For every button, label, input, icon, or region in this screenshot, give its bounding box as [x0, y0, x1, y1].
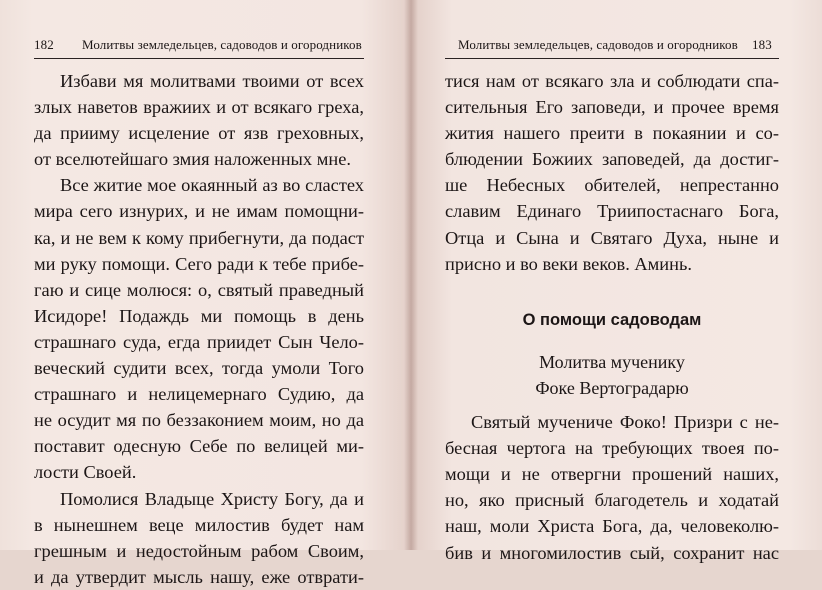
right-header-rule — [445, 58, 779, 59]
text-line: страшнаго и нелицемернаго Судию, да — [34, 384, 364, 405]
text-line: наш, моли Христа Бога, да, человеколю- — [445, 516, 779, 537]
text-line: славим Единаго Триипостаснаго Бога, — [445, 201, 779, 222]
right-page — [411, 0, 822, 563]
left-body-text — [34, 68, 364, 590]
prayer-title-line-2: Фоке Вертоградарю — [535, 377, 689, 398]
text-line: и да утвердит мысль нашу, еже отврати- — [34, 566, 364, 587]
spacer — [445, 401, 779, 409]
book-gutter — [404, 0, 418, 550]
text-line: жития нашего преити в покаянии и со- — [445, 123, 779, 144]
left-page-number: 182 — [34, 37, 54, 52]
text-line: злых наветов вражиих и от всякаго греха, — [34, 97, 364, 118]
text-line: Помолися Владыце Христу Богу, да и — [60, 488, 364, 509]
text-line: Все житие мое окаянный аз во сластех — [60, 175, 364, 196]
spacer — [445, 333, 779, 349]
text-line: поставит одесную Себе по велицей ми- — [34, 436, 364, 457]
right-bottom-paragraph — [445, 409, 779, 566]
prayer-title-line-1: Молитва мученику — [539, 351, 685, 372]
right-top-paragraph — [445, 68, 779, 277]
text-line: гаю и сице молюся: о, святый праведный — [34, 279, 364, 300]
text-line: блюдении Божиих заповедей, да достиг- — [445, 149, 779, 170]
text-line: ми руку помощи. Сего ради к тебе прибе- — [34, 253, 364, 274]
right-body-text — [445, 68, 779, 566]
text-line: сительныя Его заповеди, и прочее время — [445, 97, 779, 118]
right-page-number: 183 — [752, 37, 772, 52]
text-line: Избави мя молитвами твоими от всех — [60, 71, 364, 91]
text-line: ше Небесных обителей, непрестанно — [445, 175, 779, 196]
text-line: Исидоре! Подаждь ми помощь в день — [34, 305, 364, 326]
text-line: не осудит мя по беззаконием моим, но да — [34, 410, 364, 431]
text-line: страшнаго суда, егда приидет Сын Чело- — [34, 331, 364, 352]
text-line: мира сего изнурих, и не имам помощни- — [34, 201, 364, 222]
left-header-rule — [34, 58, 364, 59]
text-line: лости Своей. — [34, 462, 137, 483]
section-heading: О помощи садоводам — [522, 310, 702, 329]
text-line: бесная чертога на требующих твоея по- — [445, 438, 779, 459]
text-line: мощи и не отвергни прошений наших, — [445, 464, 779, 485]
text-line: присно и во веки веков. Аминь. — [445, 253, 692, 274]
text-line: но, яко присный благодетель и ходатай — [445, 490, 779, 511]
text-line: тися нам от всякаго зла и соблюдати спа- — [445, 71, 779, 91]
spacer — [445, 277, 779, 307]
text-line: в нынешнем веце милостив будет нам — [34, 514, 364, 535]
text-line: Святый мучениче Фоко! Призри с не- — [471, 412, 779, 433]
text-line: бив и многомилостив сый, сохранит нас — [445, 542, 779, 563]
text-line: от вселютейшаго змия наложенных мне. — [34, 149, 351, 170]
text-line: ка, и не вем к кому прибегнути, да подаст — [34, 227, 364, 248]
text-line: грешным и недостойным рабом Своим, — [34, 540, 364, 561]
right-running-title: Молитвы земледельцев, садоводов и огородников — [458, 37, 738, 52]
left-running-title: Молитвы земледельцев, садоводов и огородников — [82, 37, 362, 52]
left-page — [0, 0, 411, 587]
text-line: да прииму исцеление от язв греховных, — [34, 123, 364, 144]
text-line: Отца и Сына и Святаго Духа, ныне и — [445, 227, 779, 248]
text-line: веческий судити всех, тогда умоли Того — [34, 358, 364, 379]
